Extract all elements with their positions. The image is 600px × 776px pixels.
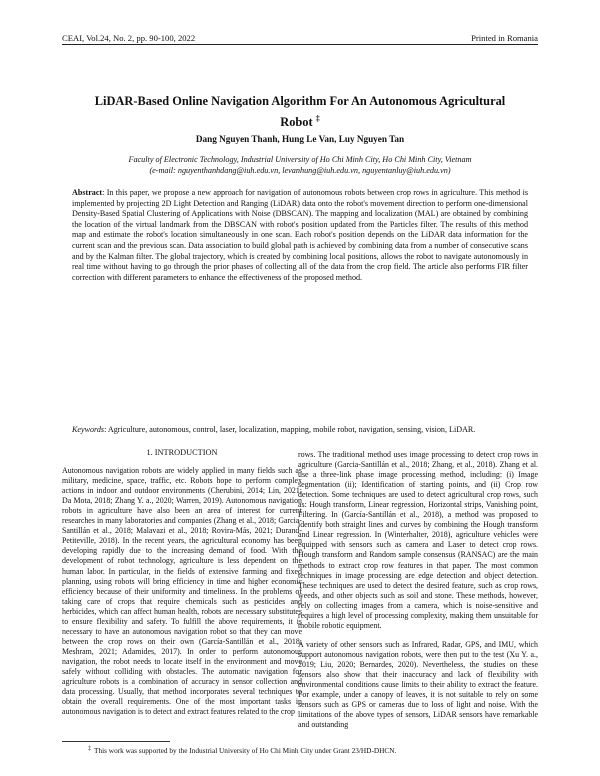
- intro-paragraph-2: rows. The traditional method uses image processing to detect crop rows in agriculture (Garcia-Santillán et al., 2018; Zhang, et al., 2018). Zhang et al. use a three-link phase image processing method, including: (i) Image segmentation (ii); Identification of starting points, and (ii) Crop row detection. Some techniques are used to detect agricultural crop rows, such as: Hough transform, Linear regression, Horizontal strips, Vanishing point, Filtering. In (García-Santillán et al., 2018), a method was proposed to identify both straight lines and curves by combining the Hough transform and Linear regression. In (Winterhalter, 2018), agriculture vehicles were equipped with sensors such as camera and Laser to detect crop rows. Hough transform and Random sample consensus (RANSAC) are the main methods to extract crop row features in that paper. The most common techniques in image processing are edge detection and object detection. These techniques are used to detect the desired feature, such as crop rows, weeds, and other objects such as soil and stone. These methods, however, rely on collecting images from a camera, which is noise-sensitive and requires a high level of processing complexity, making them unsuitable for mobile robotic equipment.: [298, 450, 538, 630]
- affiliation-block: [62, 154, 538, 176]
- paragraph-gap: [298, 631, 538, 640]
- journal-citation: CEAI, Vol.24, No. 2, pp. 90-100, 2022: [62, 33, 196, 43]
- section-heading: 1. INTRODUCTION: [146, 448, 218, 457]
- intro-paragraph-3: A variety of other sensors such as Infrared, Radar, GPS, and IMU, which support autonomous navigation robots, were then put to the test (Xu Y. a., 2019; Liu, 2020; Bernardes, 2020). Nevertheless, the studies on these sensors also show that their inaccuracy and lack of flexibility with environmental conditions cause limits to their ability to extract the feature. For example, under a canopy of leaves, it is not suitable to rely on some sensors such as GPS or cameras due to loss of light and noise. With the limitations of the above types of sensors, LiDAR sensors have remarkable and outstanding: [298, 639, 538, 730]
- abstract-label: Abstract: [72, 188, 103, 197]
- left-column: [62, 448, 302, 717]
- footnote: [88, 746, 396, 755]
- title-footnote-mark: ‡: [315, 114, 320, 123]
- affiliation: Faculty of Electronic Technology, Industrial University of Ho Chi Minh City, Ho Chi Minh City, Vietnam: [128, 155, 472, 164]
- intro-paragraph-1: Autonomous navigation robots are widely applied in many fields such as military, medicine, space, traffic, etc. Robots hope to perform complex actions in indoor and outdoor environments (Cherubini, 2014; Lin, 2021; Da Mota, 2018; Zhang Y. a., 2020; Warren, 2019). Autonomous navigation robots in agriculture have also been an area of interest for current researches in many laboratories and companies (Zhang et al., 2018; Garcia-Santillán et al., 2018; Malavazi et al., 2018; Rovira-Más, 2021; Durand-Petiteville, 2018). In the recent years, the agricultural economy has been developing rapidly due to the increasing demand of food. With the development of robot technology, agriculture is less dependent on the human labor. In particular, in the fields of extensive farming and fixed planning, using robots will bring efficiency in time and higher economic efficiency because of their uniformity and timeliness. In the problems of taking care of crops that require chemicals such as pesticides and herbicides, which can affect human health, robots are necessary substitutes to ensure flexibility and safety. To fulfill the above requirements, it is necessary to have an autonomous navigation robot so that they can move between the crop rows on their own (García-Santillán et al., 2018; Meshram, 2021; Adamides, 2017). In order to perform autonomous navigation, the robot needs to locate itself in the environment and move safely without colliding with obstacles. The automatic navigation for agriculture robots is a combination of accuracy in sensor collection and data processing. Usually, that method incorporates several techniques to obtain the overall requirements. One of the most important tasks in autonomous navigation is to detect and extract features related to the crop: [62, 466, 302, 717]
- running-header: [62, 29, 538, 43]
- keywords-text: : Agriculture, autonomous, control, laser, localization, mapping, mobile robot, navigation, sensing, vision, LiDAR.: [104, 425, 476, 434]
- paper-title: [90, 93, 510, 131]
- paper-title-text: LiDAR-Based Online Navigation Algorithm For An Autonomous Agricultural Robot: [94, 94, 506, 129]
- header-rule: [62, 44, 538, 45]
- keywords-label: Keywords: [72, 425, 105, 434]
- footnote-text: This work was supported by the Industrial University of Ho Chi Minh City under Grant 23/HD-DHCN.: [94, 746, 397, 755]
- abstract-text: : In this paper, we propose a new approach for navigation of autonomous robots between crop rows in agriculture. This method is implemented by projecting 2D Light Detection and Ranging (LiDAR) data onto the robot's movement direction to perform one-dimensional Density-Based Spatial Clustering of Applications with Noise (DBSCAN). The mapping and localization (MAL) are obtained by combining the location of the virtual landmark from the DBSCAN with robot's position updated from the Particles filter. The results of this method map and estimate the robot's location simultaneously in one scan. Each robot's position depends on the LiDAR data information for the current scan and the previous scan. Data association to build global path is achieved by combining data from a number of consecutive scans and by the Kalman filter. The global trajectory, which is created by combining local positions, allows the robot to navigate autonomously in real time without having to go through the prior phases of collecting all of the data from the crop field. The article also performs FIR filter correction with different parameters to enhance the effectiveness of the proposed method.: [72, 188, 528, 282]
- footnote-rule: [62, 741, 170, 742]
- right-column: [298, 450, 538, 730]
- footnote-mark: ‡: [88, 746, 91, 752]
- author-emails: (e-mail: nguyenthanhdang@iuh.edu.vn, levanhung@iuh.edu.vn, nguyentanluy@iuh.edu.vn): [149, 166, 451, 175]
- abstract: [72, 188, 528, 283]
- keywords: [72, 425, 528, 436]
- printed-in: Printed in Romania: [471, 33, 538, 43]
- paper-authors: Dang Nguyen Thanh, Hung Le Van, Luy Nguyen Tan: [195, 134, 405, 144]
